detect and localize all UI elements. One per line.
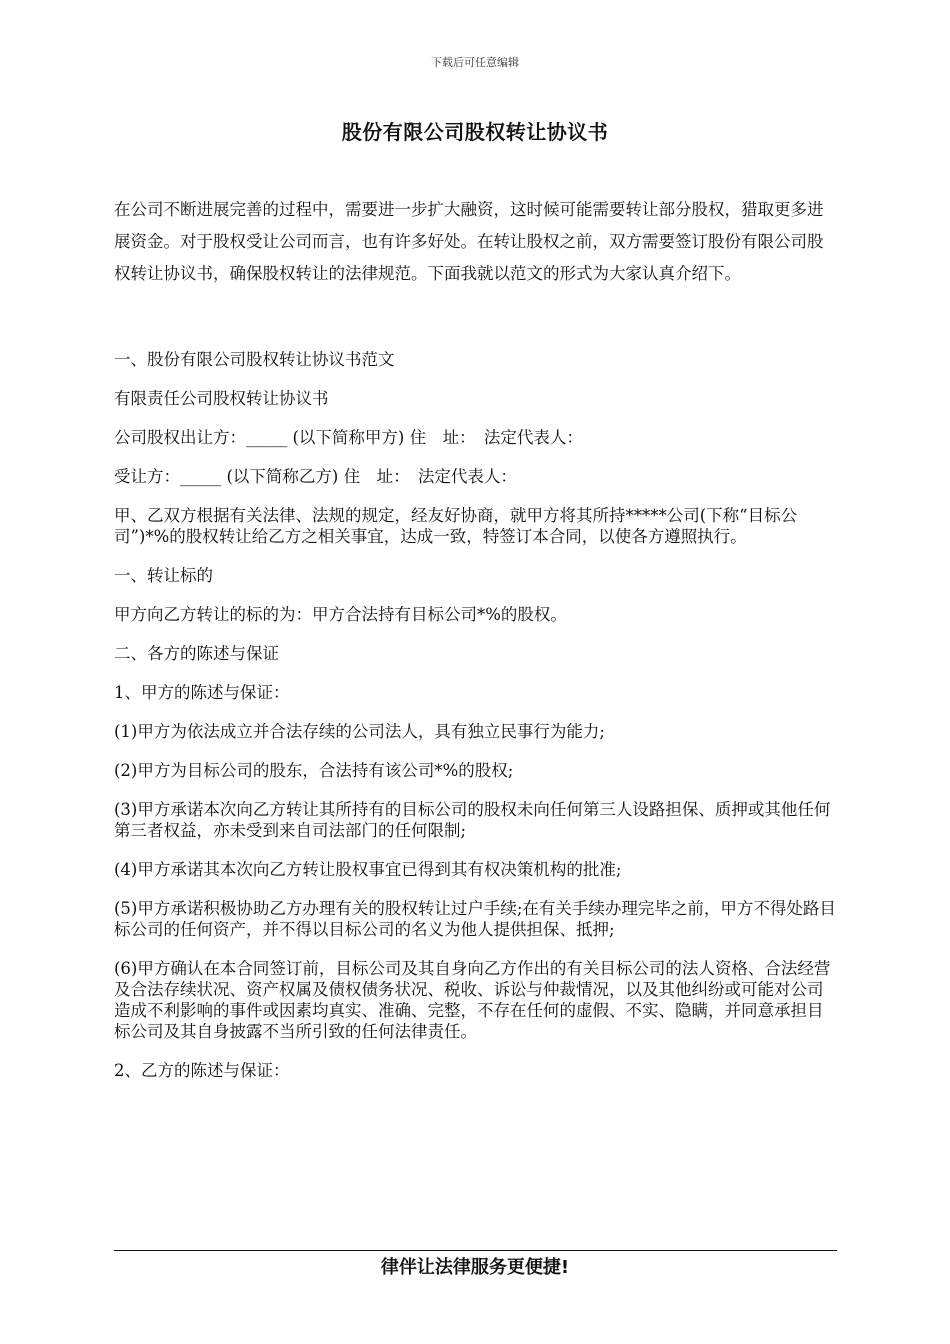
clause-item: (4)甲方承诺其本次向乙方转让股权事宜已得到其有权决策机构的批准; bbox=[114, 860, 622, 879]
footer-slogan: 律伴让法律服务更便捷! bbox=[380, 1257, 570, 1278]
agreement-name: 有限责任公司股权转让协议书 bbox=[114, 389, 329, 408]
clause-item: (6)甲方确认在本合同签订前，目标公司及其自身向乙方作出的有关目标公司的法人资格、合法经营及合法存续状况、资产权属及债权债务状况、税收、诉讼与仲裁情况，以及其他纠纷或可能对公司造成不利影响的事件或因素均真实、准确、完整，不存在任何的虚假、不实、隐瞒，并同意承担目标公司及其自身披露不当所引致的任何法律责任。 bbox=[114, 959, 831, 1041]
clause-item: (5)甲方承诺积极协助乙方办理有关的股权转让过户手续;在有关手续办理完毕之前，甲方不得处路目标公司的任何资产，并不得以目标公司的名义为他人提供担保、抵押; bbox=[114, 899, 836, 939]
document-body bbox=[114, 349, 836, 1099]
document-title: 股份有限公司股权转让协议书 bbox=[341, 120, 609, 144]
intro-paragraph: 在公司不断进展完善的过程中，需要进一步扩大融资，这时候可能需要转让部分股权，猎取更多进展资金。对于股权受让公司而言，也有许多好处。在转让股权之前，双方需要签订股份有限公司股权转让协议书，确保股权转让的法律规范。下面我就以范文的形式为大家认真介绍下。 bbox=[114, 200, 824, 283]
subclause-heading: 2、乙方的陈述与保证： bbox=[114, 1061, 290, 1080]
section-heading: 一、股份有限公司股权转让协议书范文 bbox=[114, 350, 395, 369]
clause-item: (1)甲方为依法成立并合法存续的公司法人，具有独立民事行为能力; bbox=[114, 722, 605, 741]
transferee-line: 受让方：_____ (以下简称乙方) 住 址： 法定代表人： bbox=[114, 467, 517, 486]
preamble-paragraph: 甲、乙双方根据有关法律、法规的规定，经友好协商，就甲方将其所持*****公司(下称“目标公司”)*%的股权转让给乙方之相关事宜，达成一致，特签订本合同，以使各方遵照执行。 bbox=[114, 506, 798, 546]
header-note: 下载后可任意编辑 bbox=[431, 56, 519, 69]
clause-item: (2)甲方为目标公司的股东，合法持有该公司*%的股权; bbox=[114, 761, 514, 780]
footer-divider bbox=[114, 1250, 837, 1251]
transferor-line: 公司股权出让方：_____ (以下简称甲方) 住 址： 法定代表人： bbox=[114, 428, 583, 447]
subclause-heading: 1、甲方的陈述与保证： bbox=[114, 683, 290, 702]
clause-item: (3)甲方承诺本次向乙方转让其所持有的目标公司的股权未向任何第三人设路担保、质押或其他任何第三者权益，亦未受到来自司法部门的任何限制; bbox=[114, 800, 831, 840]
clause-heading: 二、各方的陈述与保证 bbox=[114, 644, 279, 663]
clause-heading: 一、转让标的 bbox=[114, 566, 213, 585]
clause-paragraph: 甲方向乙方转让的标的为：甲方合法持有目标公司*%的股权。 bbox=[114, 605, 567, 624]
